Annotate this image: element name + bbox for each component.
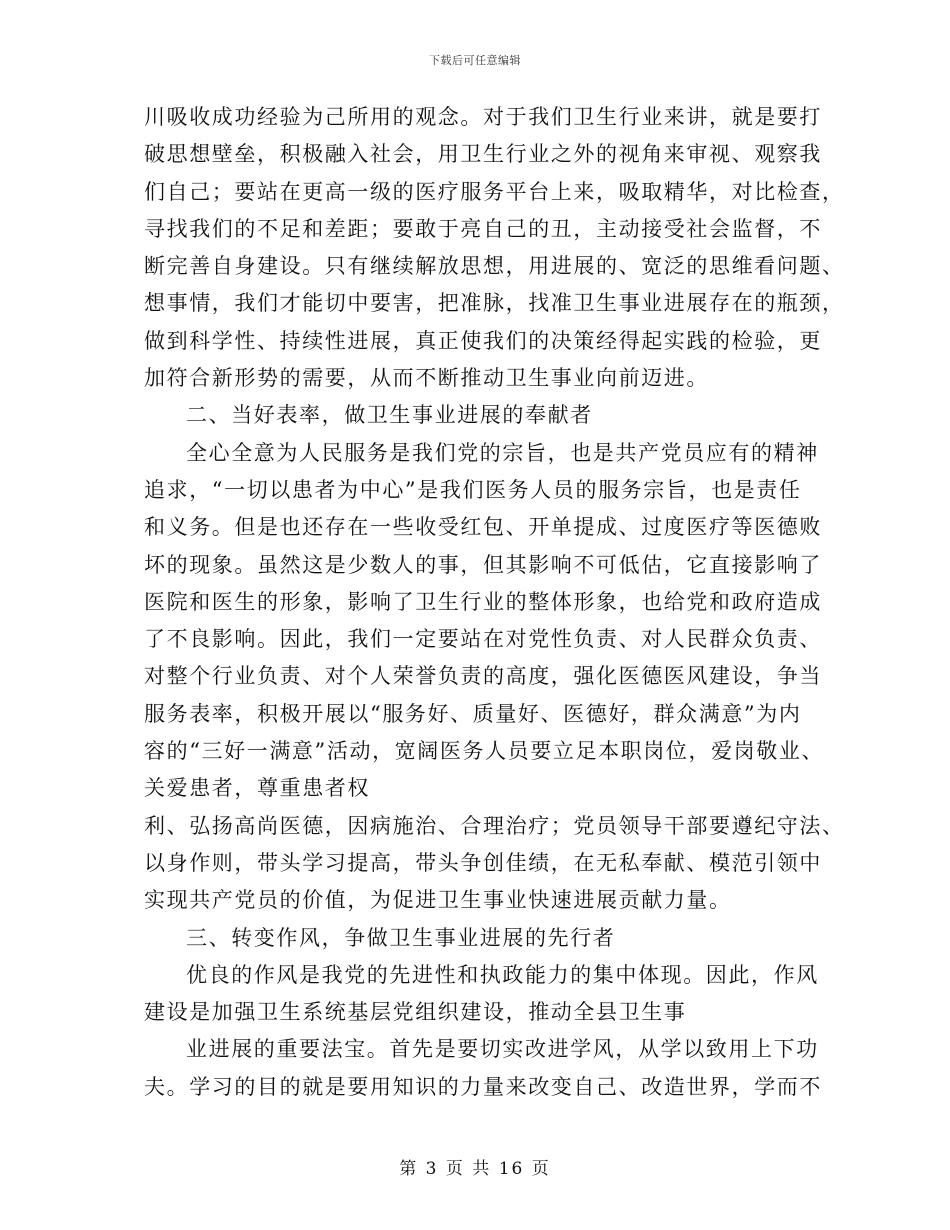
text-line: 川吸收成功经验为己所用的观念。对于我们卫生行业来讲，就是要打 <box>144 105 822 129</box>
section-heading: 二、当好表率，做卫生事业进展的奉献者 <box>186 403 593 428</box>
text-line: 容的“三好一满意”活动，宽阔医务人员要立足本职岗位，爱岗敬业、 <box>144 739 825 764</box>
text-line: 坏的现象。虽然这是少数人的事，但其影响不可低估，它直接影响了 <box>144 552 822 577</box>
body-text <box>144 99 845 1106</box>
page-header: 下载后可任意编辑 <box>429 54 521 67</box>
text-line: 加符合新形势的需要，从而不断推动卫生事业向前迈进。 <box>144 366 709 391</box>
text-line: 寻找我们的不足和差距；要敢于亮自己的丑，主动接受社会监督，不 <box>144 216 822 241</box>
text-line: 关爱患者，尊重患者权 <box>144 776 370 801</box>
text-line: 服务表率，积极开展以“服务好、质量好、医德好，群众满意”为内 <box>144 701 802 726</box>
text-line: 夫。学习的目的就是要用知识的力量来改变自己、改造世界，学而不 <box>144 1074 822 1099</box>
text-line: 优良的作风是我党的先进性和执政能力的集中体现。因此，作风 <box>186 962 819 987</box>
text-line: 对整个行业负责、对个人荣誉负责的高度，强化医德医风建设，争当 <box>144 664 822 689</box>
text-line: 想事情，我们才能切中要害，把准脉，找准卫生事业进展存在的瓶颈， <box>144 291 845 316</box>
text-line: 和义务。但是也还存在一些收受红包、开单提成、过度医疗等医德败 <box>144 515 822 540</box>
text-line: 追求，“一切以患者为中心”是我们医务人员的服务宗旨，也是责任 <box>144 477 802 502</box>
section-heading: 三、转变作风，争做卫生事业进展的先行者 <box>186 925 616 950</box>
text-line: 做到科学性、持续性进展，真正使我们的决策经得起实践的检验，更 <box>144 328 822 353</box>
text-line: 了不良影响。因此，我们一定要站在对党性负责、对人民群众负责、 <box>144 627 822 652</box>
text-line: 利、弘扬高尚医德，因病施治、合理治疗；党员领导干部要遵纪守法、 <box>144 813 845 838</box>
text-line: 破思想壁垒，积极融入社会，用卫生行业之外的视角来审视、观察我 <box>144 142 822 167</box>
text-line: 全心全意为人民服务是我们党的宗旨，也是共产党员应有的精神 <box>186 440 819 465</box>
text-line: 们自己；要站在更高一级的医疗服务平台上来，吸取精华，对比检查， <box>144 179 845 204</box>
text-line: 建设是加强卫生系统基层党组织建设，推动全县卫生事 <box>144 1000 687 1025</box>
page-number-footer: 第 3 页 共 16 页 <box>399 1159 551 1179</box>
text-line: 实现共产党员的价值，为促进卫生事业快速进展贡献力量。 <box>144 888 732 913</box>
text-line: 医院和医生的形象，影响了卫生行业的整体形象，也给党和政府造成 <box>144 589 822 614</box>
text-line: 断完善自身建设。只有继续解放思想，用进展的、宽泛的思维看问题、 <box>144 254 845 279</box>
text-line: 以身作则，带头学习提高，带头争创佳绩，在无私奉献、模范引领中 <box>144 850 822 875</box>
text-line: 业进展的重要法宝。首先是要切实改进学风，从学以致用上下功 <box>186 1037 819 1062</box>
